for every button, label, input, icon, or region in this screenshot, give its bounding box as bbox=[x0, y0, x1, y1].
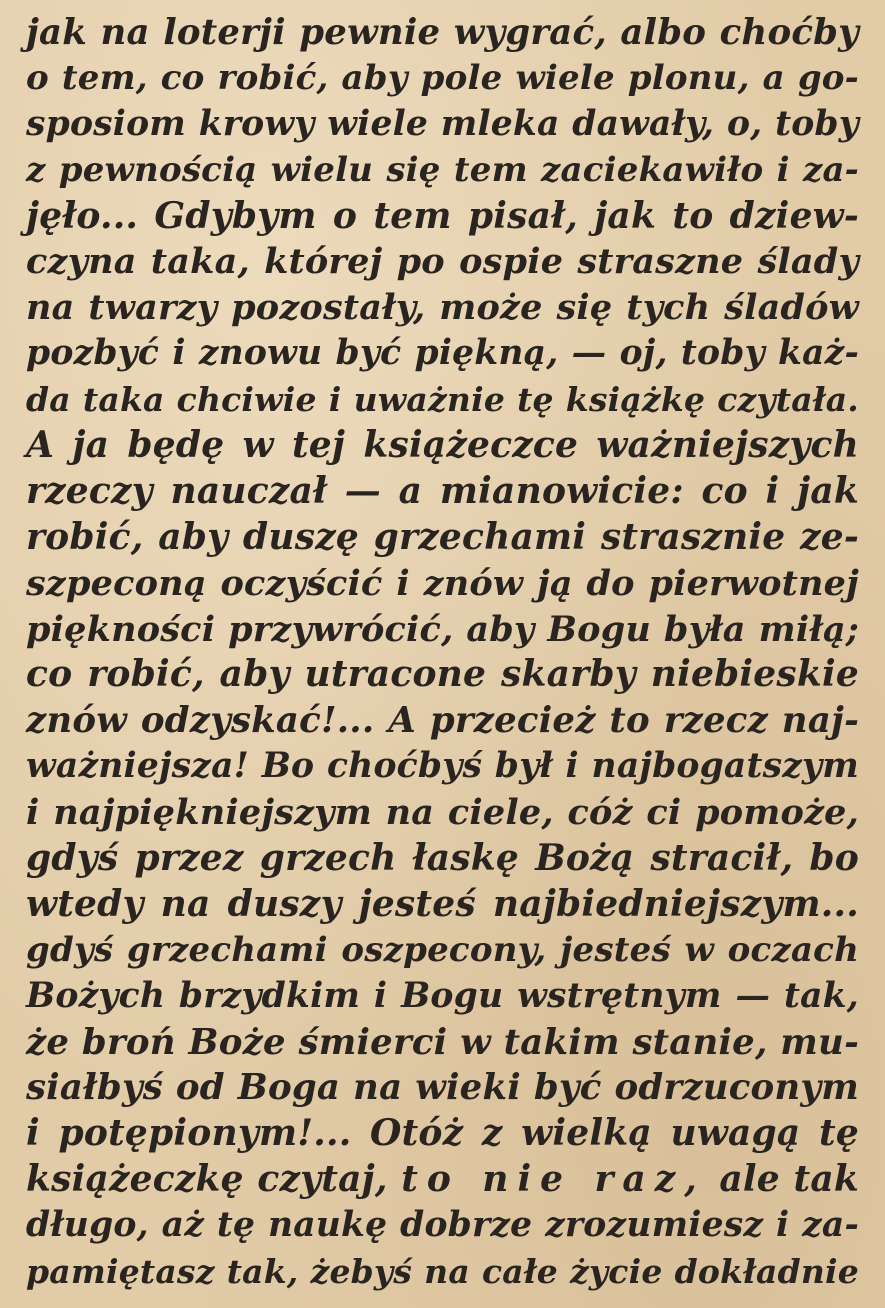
text-line: na twarzy pozostały, może się tych śladów bbox=[26, 287, 859, 329]
text-line: czyna taka, której po ospie straszne ślady bbox=[26, 241, 859, 283]
body-text bbox=[26, 10, 859, 1295]
text-line: jęło... Gdybym o tem pisał, jak to dziew- bbox=[26, 194, 859, 237]
text-line: pamiętasz tak, żebyś na całe życie dokładnie bbox=[26, 1252, 859, 1292]
spaced-emphasis: to nie raz, bbox=[401, 1158, 706, 1201]
text-line: rzeczy nauczał — a mianowicie: co i jak bbox=[26, 469, 859, 512]
text-line: znów odzyskać!... A przecież to rzecz naj- bbox=[26, 700, 859, 742]
text-line: gdyś przez grzech łaskę Bożą stracił, bo bbox=[26, 837, 859, 880]
text-line: da taka chciwie i uważnie tę książkę czytała. bbox=[26, 380, 859, 420]
text-line: że broń Boże śmierci w takim stanie, mu- bbox=[26, 1021, 859, 1063]
text-line: Bożych brzydkim i Bogu wstrętnym — tak, bbox=[26, 975, 859, 1016]
text-line: szpeconą oczyścić i znów ją do pierwotnej bbox=[26, 562, 859, 604]
text-line: o tem, co robić, aby pole wiele plonu, a go- bbox=[26, 57, 859, 98]
text-line: piękności przywrócić, aby Bogu była miłą; bbox=[26, 608, 859, 650]
text-line: ważniejsza! Bo choćbyś był i najbogatszym bbox=[26, 746, 859, 787]
text-line: i najpiękniejszym na ciele, cóż ci pomoże, bbox=[26, 792, 859, 834]
text-line: pozbyć i znowu być piękną, — oj, toby każ- bbox=[26, 333, 859, 374]
text-line: siałbyś od Boga na wieki być odrzuconym bbox=[26, 1067, 859, 1109]
text-line: robić, aby duszę grzechami strasznie ze- bbox=[26, 515, 859, 558]
text-line: z pewnością wielu się tem zaciekawiło i za- bbox=[26, 149, 859, 190]
text-line: jak na loterji pewnie wygrać, albo choćby bbox=[26, 12, 859, 53]
text-line: i potępionym!... Otóż z wielką uwagą tę bbox=[26, 1112, 859, 1155]
text-line: wtedy na duszy jesteś najbiedniejszym... bbox=[26, 882, 859, 925]
text-fragment: książeczkę czytaj, bbox=[26, 1158, 388, 1201]
text-line: gdyś grzechami oszpecony, jesteś w oczach bbox=[26, 929, 859, 970]
text-fragment: ale tak bbox=[719, 1158, 859, 1201]
text-line: A ja będę w tej książeczce ważniejszych bbox=[26, 424, 859, 467]
text-line: sposiom krowy wiele mleka dawały, o, toby bbox=[26, 103, 859, 144]
text-line: co robić, aby utracone skarby niebieskie bbox=[26, 653, 859, 696]
text-line: długo, aż tę naukę dobrze zrozumiesz i za- bbox=[26, 1205, 859, 1246]
text-line-spaced bbox=[26, 1157, 859, 1203]
